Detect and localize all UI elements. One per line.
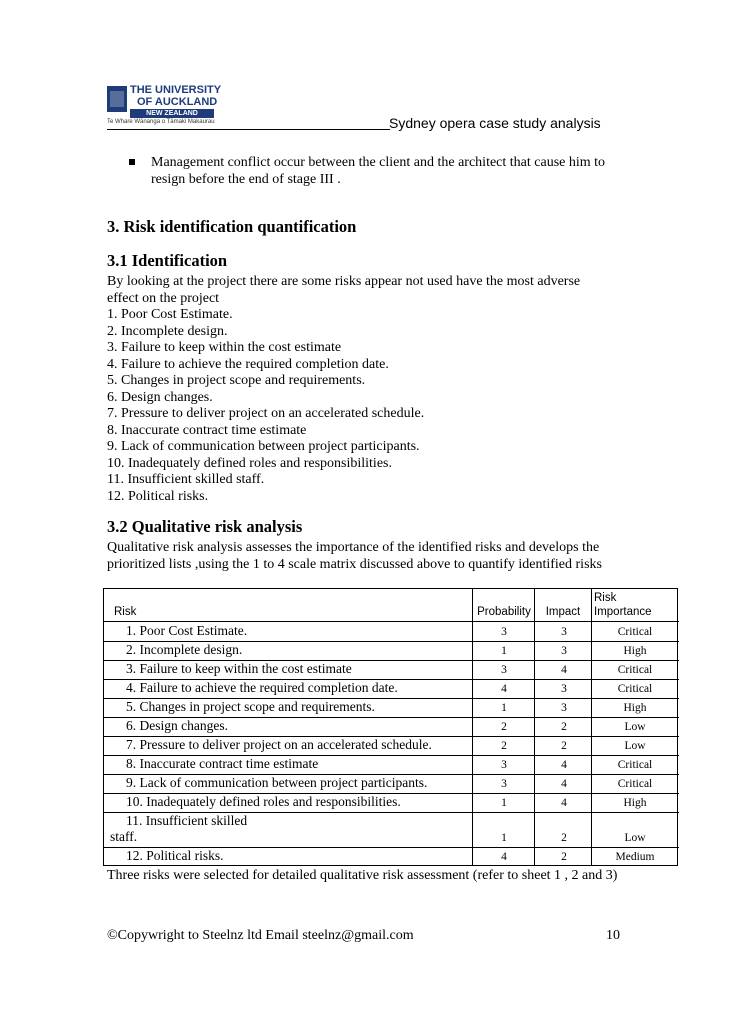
impact-cell: 4 xyxy=(561,778,567,790)
risk-cell: 3. Failure to keep within the cost estimate xyxy=(126,661,352,676)
row-line xyxy=(104,621,679,622)
list-item: 1. Poor Cost Estimate. xyxy=(107,307,233,322)
risk-cell: 1. Poor Cost Estimate. xyxy=(126,623,248,638)
page-number: 10 xyxy=(606,928,620,943)
risk-cell: 8. Inaccurate contract time estimate xyxy=(126,756,319,771)
risk-list xyxy=(107,307,424,505)
probability-cell: 3 xyxy=(501,626,507,638)
list-item: 7. Pressure to deliver project on an accelerated schedule. xyxy=(107,406,425,421)
col-divider xyxy=(472,589,473,865)
header-importance-line: Risk xyxy=(594,592,617,604)
risk-cell: 7. Pressure to deliver project on an accelerated schedule. xyxy=(126,737,432,752)
list-item: 2. Incomplete design. xyxy=(107,323,228,339)
bullet-text: Management conflict occur between the client and the architect that cause him to resign before the end of stage III . xyxy=(151,155,606,187)
section-heading: 3. Risk identification quantification xyxy=(107,217,357,236)
list-item: 3. Failure to keep within the cost estimate xyxy=(107,340,342,355)
impact-cell: 2 xyxy=(561,832,567,844)
probability-cell: 2 xyxy=(501,721,507,733)
risk-cell: 2. Incomplete design. xyxy=(126,642,243,657)
list-item: 9. Lack of communication between project participants. xyxy=(107,439,420,454)
probability-cell: 4 xyxy=(501,851,507,863)
identification-intro xyxy=(107,274,580,307)
list-item: 11. Insufficient skilled staff. xyxy=(107,472,265,487)
importance-cell: Critical xyxy=(617,778,653,790)
header-probability: Probability xyxy=(477,606,531,618)
col-divider xyxy=(534,589,535,865)
probability-cell: 2 xyxy=(501,740,507,752)
importance-cell: High xyxy=(623,702,647,714)
list-item: 6. Design changes. xyxy=(107,389,213,405)
risk-table xyxy=(103,588,678,866)
after-table-text: Three risks were selected for detailed qualitative risk assessment (refer to sheet 1 , 2 and 3) xyxy=(107,868,618,883)
probability-cell: 3 xyxy=(501,759,507,771)
qualitative-intro xyxy=(107,540,602,573)
probability-cell: 3 xyxy=(501,778,507,790)
qualitative-heading: 3.2 Qualitative risk analysis xyxy=(107,517,303,536)
probability-cell: 1 xyxy=(501,702,507,714)
importance-cell: High xyxy=(623,645,647,657)
importance-cell: Low xyxy=(624,740,646,752)
importance-cell: Medium xyxy=(615,851,655,863)
logo-line2: OF AUCKLAND xyxy=(137,96,218,108)
importance-cell: Critical xyxy=(617,664,653,676)
risk-cell: 11. Insufficient skilled xyxy=(126,813,248,828)
impact-cell: 3 xyxy=(561,645,567,657)
probability-cell: 4 xyxy=(501,683,507,695)
list-item: 8. Inaccurate contract time estimate xyxy=(107,422,307,438)
probability-cell: 3 xyxy=(501,664,507,676)
importance-cell: High xyxy=(623,797,647,809)
logo-maori-text: Te Whare Wānanga o Tāmaki Makaurau xyxy=(107,119,215,125)
impact-cell: 4 xyxy=(561,759,567,771)
header-rule xyxy=(107,129,390,130)
intro-line: effect on the project xyxy=(107,290,220,306)
importance-cell: Critical xyxy=(617,683,653,695)
impact-cell: 3 xyxy=(561,683,567,695)
header-importance xyxy=(592,591,654,619)
risk-cell: 10. Inadequately defined roles and responsibilities. xyxy=(126,794,401,809)
risk-cell: 4. Failure to achieve the required completion date. xyxy=(126,680,398,695)
risk-cell-continued: staff. xyxy=(110,829,138,844)
header-importance-line: Importance xyxy=(594,606,652,618)
list-item: 10. Inadequately defined roles and responsibilities. xyxy=(107,455,392,471)
intro-line: Qualitative risk analysis assesses the importance of the identified risks and develops the xyxy=(107,540,600,555)
impact-cell: 4 xyxy=(561,664,567,676)
probability-cell: 1 xyxy=(501,797,507,809)
logo-bar: NEW ZEALAND xyxy=(130,109,214,118)
risk-cell: 12. Political risks. xyxy=(126,848,224,863)
impact-cell: 4 xyxy=(561,797,567,809)
importance-cell: Critical xyxy=(617,759,653,771)
risk-cell: 5. Changes in project scope and requirements. xyxy=(126,699,375,714)
impact-cell: 3 xyxy=(561,702,567,714)
identification-heading: 3.1 Identification xyxy=(107,251,228,270)
probability-cell: 1 xyxy=(501,832,507,844)
importance-cell: Critical xyxy=(617,626,653,638)
footer-copyright: ©Copywright to Steelnz ltd Email steelnz@gmail.com xyxy=(107,928,414,943)
intro-line: prioritized lists ,using the 1 to 4 scale matrix discussed above to quantify identified risks xyxy=(107,556,602,572)
list-item: 5. Changes in project scope and requirements. xyxy=(107,373,366,388)
impact-cell: 2 xyxy=(561,721,567,733)
crest-icon xyxy=(107,86,127,112)
header-impact: Impact xyxy=(545,606,581,618)
risk-cell: 9. Lack of communication between project participants. xyxy=(126,775,428,790)
impact-cell: 2 xyxy=(561,851,567,863)
risk-cell: 6. Design changes. xyxy=(126,718,228,733)
header-title: Sydney opera case study analysis xyxy=(389,115,601,131)
list-item: 4. Failure to achieve the required completion date. xyxy=(107,356,389,372)
impact-cell: 2 xyxy=(561,740,567,752)
header-risk: Risk xyxy=(114,606,137,618)
bullet-square-icon xyxy=(129,159,135,165)
importance-cell: Low xyxy=(624,721,646,733)
logo-line1: THE UNIVERSITY xyxy=(130,84,222,96)
list-item: 12. Political risks. xyxy=(107,488,209,504)
intro-line: By looking at the project there are some risks appear not used have the most adverse xyxy=(107,274,581,289)
importance-cell: Low xyxy=(624,832,646,844)
impact-cell: 3 xyxy=(561,626,567,638)
probability-cell: 1 xyxy=(501,645,507,657)
university-logo xyxy=(107,83,222,127)
